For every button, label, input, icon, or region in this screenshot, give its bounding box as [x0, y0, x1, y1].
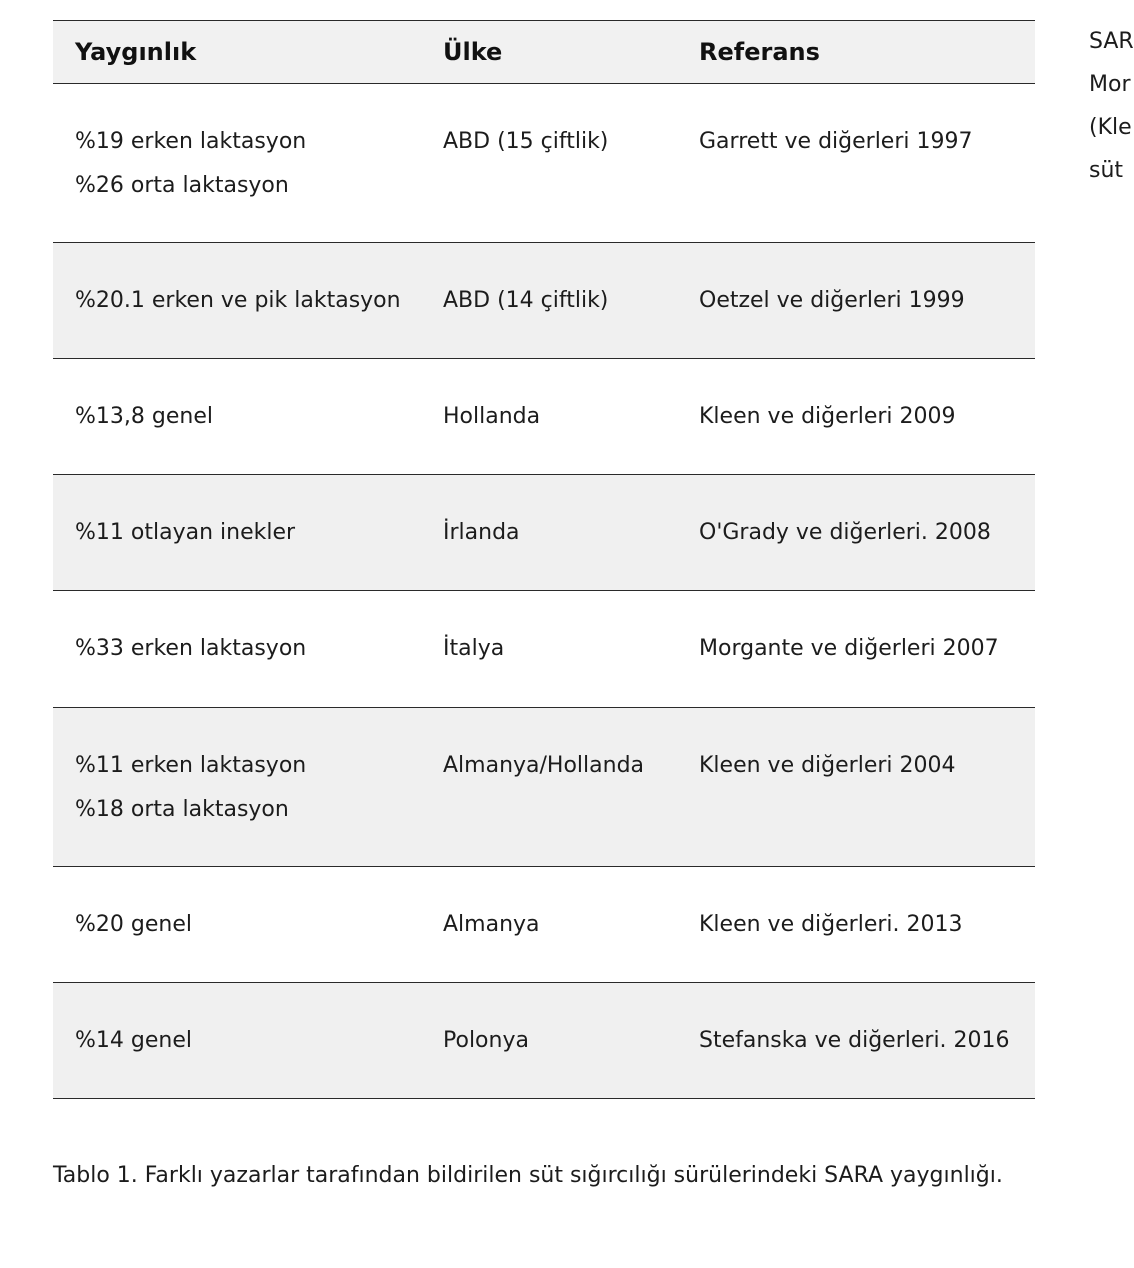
cell-reference: O'Grady ve diğerleri. 2008: [699, 519, 991, 545]
prevalence-line: %26 orta laktasyon: [75, 173, 289, 198]
cell-reference: Garrett ve diğerleri 1997: [699, 129, 973, 154]
cell-prevalence: %11 otlayan inekler: [75, 519, 296, 545]
side-text-line: (Kle: [1089, 115, 1132, 140]
cell-country: Hollanda: [443, 403, 541, 429]
side-text-line: SAR: [1089, 29, 1134, 54]
table-row: [53, 591, 1035, 708]
cell-prevalence: [53, 708, 421, 867]
header-reference: Referans: [699, 38, 820, 66]
cell-country: İtalya: [443, 636, 505, 661]
header-country: Ülke: [443, 38, 503, 66]
cell-country: ABD (14 çiftlik): [443, 287, 609, 313]
table-row: [53, 84, 1035, 243]
cell-country: Polonya: [443, 1027, 529, 1053]
table-row: [53, 359, 1035, 475]
cell-prevalence: %20 genel: [75, 911, 192, 937]
prevalence-line: %11 erken laktasyon: [75, 753, 307, 778]
side-column-text: [1089, 20, 1134, 192]
prevalence-line: %19 erken laktasyon: [75, 129, 307, 154]
cell-country: İrlanda: [443, 519, 520, 545]
table-row: [53, 243, 1035, 359]
table-row: [53, 867, 1035, 983]
prevalence-table: [53, 20, 1035, 1099]
table-row: [53, 983, 1035, 1099]
header-prevalence: Yaygınlık: [75, 38, 197, 66]
cell-reference: Kleen ve diğerleri 2009: [699, 403, 956, 429]
table-row: [53, 475, 1035, 591]
cell-prevalence: %20.1 erken ve pik laktasyon: [75, 287, 401, 313]
cell-prevalence: [53, 84, 421, 243]
table-caption: Tablo 1. Farklı yazarlar tarafından bildirilen süt sığırcılığı sürülerindeki SARA yaygınlığı.: [53, 1163, 1003, 1188]
table-row: [53, 708, 1035, 867]
prevalence-table-container: [53, 20, 1035, 1099]
cell-reference: Morgante ve diğerleri 2007: [699, 636, 999, 661]
cell-reference: Oetzel ve diğerleri 1999: [699, 287, 965, 313]
side-text-line: Mor: [1089, 72, 1131, 97]
cell-prevalence: %33 erken laktasyon: [75, 636, 307, 661]
table-header-row: [53, 21, 1035, 84]
prevalence-line: %18 orta laktasyon: [75, 797, 289, 822]
cell-prevalence: %13,8 genel: [75, 403, 213, 429]
cell-reference: Stefanska ve diğerleri. 2016: [699, 1027, 1010, 1053]
cell-country: Almanya/Hollanda: [443, 753, 645, 778]
cell-country: Almanya: [443, 911, 540, 937]
cell-prevalence: %14 genel: [75, 1027, 192, 1053]
cell-reference: Kleen ve diğerleri. 2013: [699, 911, 963, 937]
cell-reference: Kleen ve diğerleri 2004: [699, 753, 956, 778]
cell-country: ABD (15 çiftlik): [443, 129, 609, 154]
side-text-line: süt: [1089, 158, 1124, 183]
